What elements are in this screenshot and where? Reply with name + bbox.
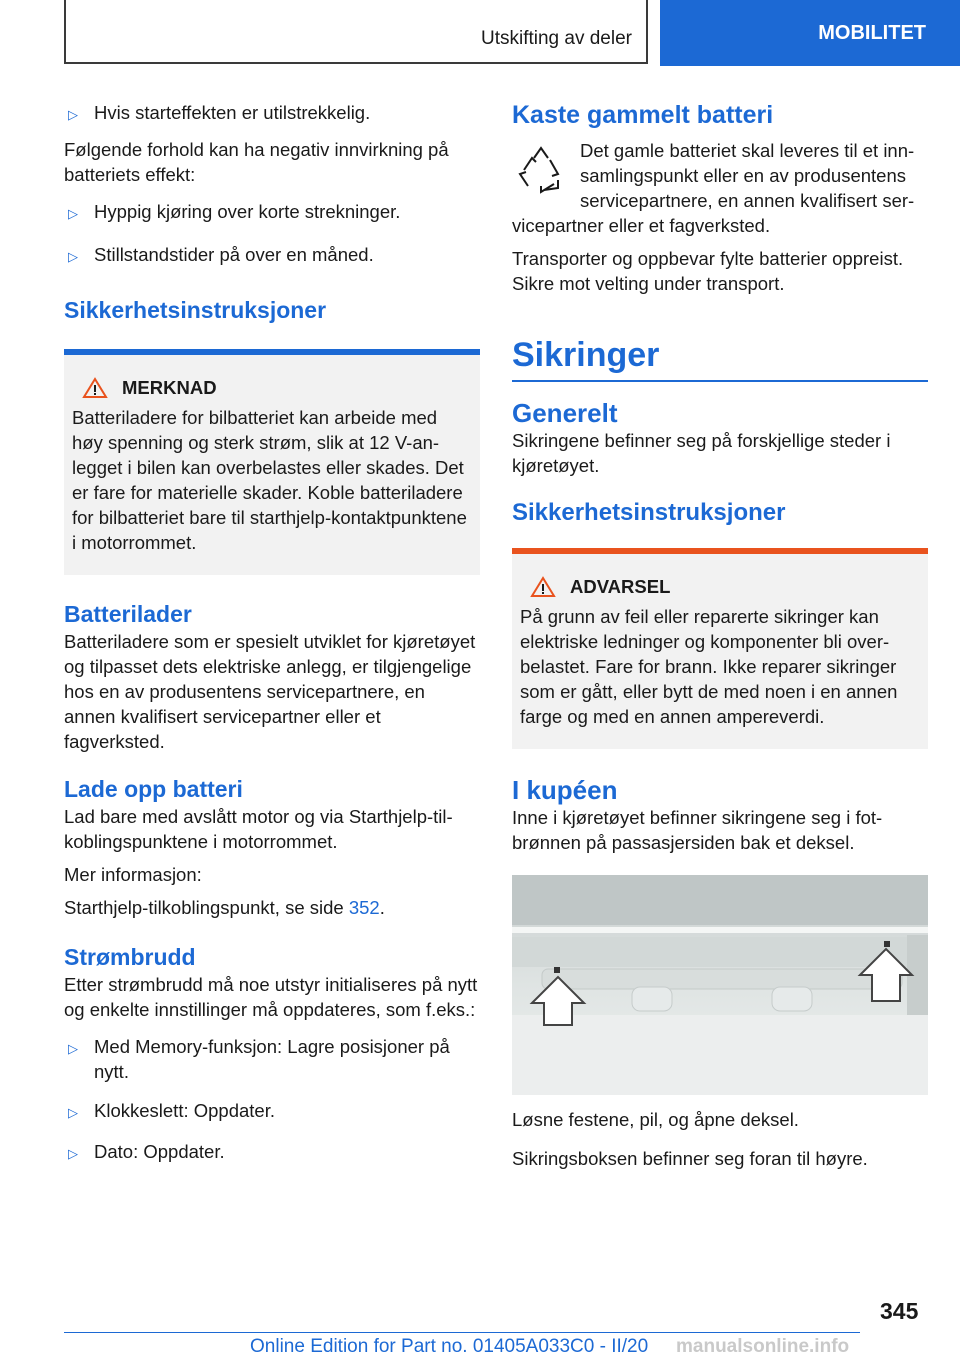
paragraph: Transporter og oppbevar fylte batterier oppreist. Sikre mot velting under transport. xyxy=(512,248,904,294)
list-item: ▷ Hvis starteffekten er utilstrekkelig. xyxy=(64,100,480,127)
chapter-heading: Sikringer xyxy=(512,336,660,374)
footer-edition: Online Edition for Part no. 01405A033C0 - II/20 xyxy=(250,1336,649,1357)
paragraph: Lad bare med avslått motor og via Starthjelp-tilkoblingspunktene i motorrommet. xyxy=(64,806,453,852)
note-box xyxy=(64,349,480,575)
list-item: ▷ Hyppig kjøring over korte strekninger. xyxy=(64,199,480,226)
page-link[interactable]: 352 xyxy=(348,897,380,918)
triangle-bullet-icon: ▷ xyxy=(68,206,78,221)
paragraph: Sikringene befinner seg på forskjellige steder i kjøretøyet. xyxy=(512,430,891,476)
section-heading: Sikkerhetsinstruksjoner xyxy=(512,499,786,526)
section-heading: Kaste gammelt batteri xyxy=(512,101,774,129)
list-item: ▷ Dato: Oppdater. xyxy=(64,1139,480,1166)
header-section-title: Utskifting av deler xyxy=(480,28,632,49)
paragraph: Følgende forhold kan ha negativ innvirkning på batteriets effekt: xyxy=(64,139,449,185)
note-title: MERKNAD xyxy=(72,377,472,399)
warning-title: ADVARSEL xyxy=(520,576,920,598)
section-heading: Batterilader xyxy=(64,601,192,627)
triangle-bullet-icon: ▷ xyxy=(68,107,78,122)
right-column xyxy=(512,100,928,1179)
fuse-cover-photo xyxy=(512,875,928,1095)
paragraph: Sikringsboksen befinner seg foran til høyre. xyxy=(512,1148,868,1169)
list-item: ▷ Klokkeslett: Oppdater. xyxy=(64,1098,480,1125)
paragraph: Batteriladere som er spesielt utviklet for kjøretøyet og tilpasset dets elektriske anlegg, er tilgjengelige hos en av produsentens servicepartnere, en annen kvalifisert servicepartner eller et fagverksted. xyxy=(64,631,476,752)
chapter-heading-block xyxy=(512,334,928,382)
warning-triangle-icon xyxy=(82,377,108,399)
note-body: Batteriladere for bilbatteriet kan arbeide med høy spenning og sterk strøm, slik at 12 V-anlegget i bilen kan overbelastes eller skades. Det er fare for materielle skader. Koble batteriladere for bilbatteriet bare til starthjelp-kontaktpunktene i motorrommet. xyxy=(72,407,467,553)
left-column xyxy=(64,100,480,1176)
section-heading: I kupéen xyxy=(512,775,618,805)
warning-box xyxy=(512,548,928,749)
header-chapter-tab xyxy=(660,0,960,66)
triangle-bullet-icon: ▷ xyxy=(68,249,78,264)
triangle-bullet-icon: ▷ xyxy=(68,1105,78,1120)
recycle-paragraph: Det gamle batteriet skal leveres til et innsamlingspunkt eller en av produsentens servicepartnere, en annen kvalifisert servicepartner eller et fagverksted. xyxy=(512,140,915,236)
cross-reference: Starthjelp-tilkoblingspunkt, se side 352. xyxy=(64,897,385,918)
warning-triangle-icon xyxy=(530,576,556,598)
header-frame xyxy=(64,0,648,64)
section-heading: Strømbrudd xyxy=(64,944,196,970)
paragraph: Etter strømbrudd må noe utstyr initialiseres på nytt og enkelte innstillinger må oppdateres, som f.eks.: xyxy=(64,974,478,1020)
section-heading: Sikkerhetsinstruksjoner xyxy=(64,297,327,323)
warning-body: På grunn av feil eller reparerte sikringer kan elektriske ledninger og komponenter bli overbelastet. Fare for brann. Ikke reparer sikringer som er gått, eller bytt de med noen i en annen farge og med en annen ampereverdi. xyxy=(520,606,898,727)
section-heading: Lade opp batteri xyxy=(64,776,243,802)
section-heading: Generelt xyxy=(512,398,618,428)
triangle-bullet-icon: ▷ xyxy=(68,1146,78,1161)
watermark: manualsonline.info xyxy=(676,1336,850,1357)
recycle-icon xyxy=(514,144,568,198)
header-chapter-label: MOBILITET xyxy=(818,21,926,44)
footer-divider xyxy=(64,1332,860,1333)
paragraph: Inne i kjøretøyet befinner sikringene seg i fotbrønnen på passasjersiden bak et deksel. xyxy=(512,807,883,853)
list-item: ▷ Med Memory-funksjon: Lagre posisjoner på nytt. xyxy=(64,1034,480,1084)
figure-caption: Løsne festene, pil, og åpne deksel. xyxy=(512,1109,799,1130)
page-number: 345 xyxy=(880,1298,919,1324)
list-item: ▷ Stillstandstider på over en måned. xyxy=(64,242,480,269)
paragraph: Mer informasjon: xyxy=(64,864,202,885)
triangle-bullet-icon: ▷ xyxy=(68,1041,78,1056)
